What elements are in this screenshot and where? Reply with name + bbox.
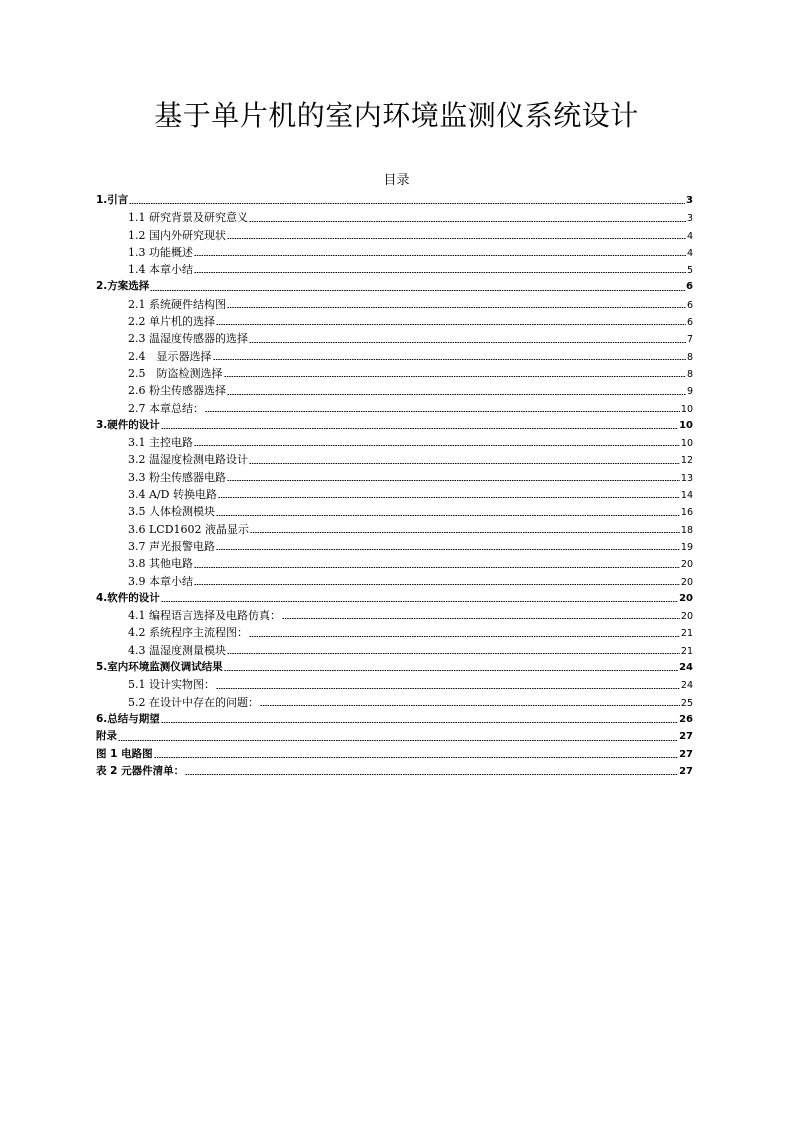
toc-entry-label: 3.5 人体检测模块 [128, 505, 215, 519]
toc-dot-leader [224, 374, 686, 378]
toc-dot-leader [218, 495, 680, 499]
toc-page-number: 10 [679, 419, 693, 431]
toc-entry-label: 1.2 国内外研究现状 [128, 228, 226, 242]
toc-page-number: 3 [686, 213, 693, 225]
toc-dot-leader [194, 582, 680, 586]
toc-dot-leader [227, 651, 680, 655]
toc-page-number: 21 [680, 645, 693, 657]
toc-dot-leader [161, 599, 678, 603]
toc-dot-leader [224, 668, 678, 672]
toc-page-number: 25 [680, 697, 693, 709]
toc-entry-label: 4.1 编程语言选择及电路仿真： [128, 609, 281, 623]
toc-dot-leader [260, 703, 680, 707]
toc-entry-chapter[interactable] [96, 278, 693, 295]
toc-entry-chapter[interactable] [96, 711, 693, 728]
toc-entry-chapter[interactable] [96, 763, 693, 780]
toc-entry-chapter[interactable] [96, 590, 693, 607]
toc-entry-section[interactable] [96, 296, 693, 313]
toc-entry-label: 5.室内环境监测仪调试结果 [96, 661, 223, 674]
toc-entry-section[interactable] [96, 434, 693, 451]
toc-dot-leader [185, 772, 678, 776]
toc-entry-label: 附录 [96, 730, 117, 743]
toc-page-number: 16 [680, 507, 693, 519]
toc-page-number: 26 [679, 713, 693, 725]
toc-entry-label: 3.硬件的设计 [96, 418, 160, 431]
toc-page-number: 13 [680, 472, 693, 484]
toc-page-number: 5 [686, 265, 693, 277]
toc-dot-leader [150, 288, 685, 292]
toc-entry-label: 2.4 显示器选择 [128, 349, 212, 363]
toc-entry-section[interactable] [96, 486, 693, 503]
toc-dot-leader [282, 616, 680, 620]
toc-dot-leader [216, 513, 680, 517]
toc-entry-section[interactable] [96, 676, 693, 693]
toc-entry-chapter[interactable] [96, 728, 693, 745]
toc-dot-leader [227, 392, 686, 396]
toc-entry-label: 4.3 温湿度测量模块 [128, 643, 226, 657]
toc-entry-label: 2.2 单片机的选择 [128, 315, 215, 329]
toc-page-number: 21 [680, 628, 693, 640]
toc-page-number: 6 [686, 299, 693, 311]
toc-dot-leader [154, 755, 678, 759]
toc-page-number: 20 [680, 559, 693, 571]
toc-dot-leader [227, 478, 680, 482]
toc-entry-label: 2.6 粉尘传感器选择 [128, 384, 226, 398]
toc-page-number: 27 [679, 765, 693, 777]
toc-entry-section[interactable] [96, 555, 693, 572]
toc-entry-section[interactable] [96, 365, 693, 382]
toc-dot-leader [249, 634, 680, 638]
toc-dot-leader [194, 443, 680, 447]
toc-entry-chapter[interactable] [96, 746, 693, 763]
toc-page-number: 14 [680, 490, 693, 502]
toc-page-number: 18 [680, 524, 693, 536]
toc-page-number: 7 [686, 334, 693, 346]
toc-entry-label: 2.5 防盗检测选择 [128, 366, 223, 380]
toc-dot-leader [213, 357, 686, 361]
toc-entry-label: 1.1 研究背景及研究意义 [128, 211, 248, 225]
toc-page-number: 3 [686, 195, 693, 206]
toc-entry-section[interactable] [96, 348, 693, 365]
toc-page-number: 6 [686, 281, 693, 293]
toc-entry-section[interactable] [96, 694, 693, 711]
toc-page-number: 8 [686, 368, 693, 380]
toc-dot-leader [216, 686, 680, 690]
toc-page-number: 4 [686, 247, 693, 259]
toc-entry-section[interactable] [96, 538, 693, 555]
toc-entry-section[interactable] [96, 573, 693, 590]
toc-entry-label: 6.总结与期望 [96, 712, 160, 725]
toc-entry-label: 图 1 电路图 [96, 747, 153, 760]
toc-dot-leader [216, 547, 680, 551]
toc-entry-label: 3.8 其他电路 [128, 557, 193, 571]
toc-entry-label: 3.9 本章小结 [128, 574, 193, 588]
toc-dot-leader [194, 253, 686, 257]
toc-entry-label: 3.4 A/D 转换电路 [128, 488, 217, 502]
toc-dot-leader [216, 322, 686, 326]
toc-entry-label: 2.3 温湿度传感器的选择 [128, 332, 248, 346]
toc-entry-section[interactable] [96, 642, 693, 659]
toc-page-number: 19 [680, 541, 693, 553]
toc-dot-leader [250, 530, 680, 534]
toc-entry-label: 3.2 温湿度检测电路设计 [128, 453, 248, 467]
toc-page-number: 12 [680, 455, 693, 467]
toc-entry-section[interactable] [96, 313, 693, 330]
toc-entry-label: 2.1 系统硬件结构图 [128, 297, 226, 311]
toc-entry-label: 5.1 设计实物图： [128, 678, 215, 692]
toc-dot-leader [118, 738, 678, 742]
toc-dot-leader [249, 461, 680, 465]
toc-entry-section[interactable] [96, 400, 693, 417]
table-of-contents [96, 192, 693, 780]
toc-page-number: 20 [680, 611, 693, 623]
toc-entry-section[interactable] [96, 607, 693, 624]
toc-entry-label: 4.软件的设计 [96, 591, 160, 604]
toc-entry-label: 1.引言 [96, 194, 129, 206]
toc-entry-label: 3.6 LCD1602 液晶显示 [128, 522, 250, 536]
toc-entry-section[interactable] [96, 382, 693, 399]
toc-dot-leader [249, 219, 686, 223]
toc-entry-label: 3.3 粉尘传感器电路 [128, 470, 226, 484]
toc-entry-section[interactable] [96, 503, 693, 520]
toc-dot-leader [249, 340, 686, 344]
toc-entry-section[interactable] [96, 227, 693, 244]
toc-page-number: 27 [679, 731, 693, 743]
toc-entry-section[interactable] [96, 330, 693, 347]
toc-page-number: 24 [680, 680, 693, 692]
toc-dot-leader [227, 305, 686, 309]
toc-entry-section[interactable] [96, 244, 693, 261]
toc-entry-section[interactable] [96, 469, 693, 486]
toc-dot-leader [205, 409, 680, 413]
toc-entry-label: 1.4 本章小结 [128, 263, 193, 277]
toc-entry-label: 表 2 元器件清单： [96, 764, 185, 777]
toc-dot-leader [161, 426, 678, 430]
toc-entry-label: 1.3 功能概述 [128, 245, 193, 259]
toc-heading: 目录 [383, 173, 410, 188]
toc-entry-section[interactable] [96, 451, 693, 468]
toc-entry-label: 2.7 本章总结： [128, 401, 204, 415]
toc-entry-label: 3.7 声光报警电路 [128, 539, 215, 553]
toc-page-number: 8 [686, 351, 693, 363]
toc-page-number: 10 [680, 438, 693, 450]
toc-dot-leader [129, 201, 685, 205]
toc-entry-label: 3.1 主控电路 [128, 436, 193, 450]
toc-dot-leader [194, 270, 686, 274]
toc-entry-section[interactable] [96, 209, 693, 226]
toc-entry-chapter[interactable] [96, 659, 693, 676]
toc-entry-label: 5.2 在设计中存在的问题： [128, 695, 259, 709]
toc-entry-chapter[interactable] [96, 417, 693, 434]
toc-entry-chapter[interactable] [96, 192, 693, 209]
document-title: 基于单片机的室内环境监测仪系统设计 [154, 99, 639, 132]
toc-dot-leader [227, 236, 686, 240]
toc-entry-label: 2.方案选择 [96, 280, 150, 293]
toc-dot-leader [194, 565, 680, 569]
toc-page-number: 4 [686, 230, 693, 242]
toc-page-number: 9 [686, 386, 693, 398]
toc-page-number: 6 [686, 317, 693, 329]
toc-entry-section[interactable] [96, 521, 693, 538]
toc-page-number: 27 [679, 748, 693, 760]
toc-entry-section[interactable] [96, 624, 693, 641]
toc-dot-leader [161, 720, 678, 724]
toc-entry-label: 4.2 系统程序主流程图： [128, 626, 248, 640]
toc-page-number: 20 [680, 576, 693, 588]
toc-page-number: 24 [679, 662, 693, 674]
toc-page-number: 20 [679, 592, 693, 604]
toc-entry-section[interactable] [96, 261, 693, 278]
toc-page-number: 10 [680, 403, 693, 415]
